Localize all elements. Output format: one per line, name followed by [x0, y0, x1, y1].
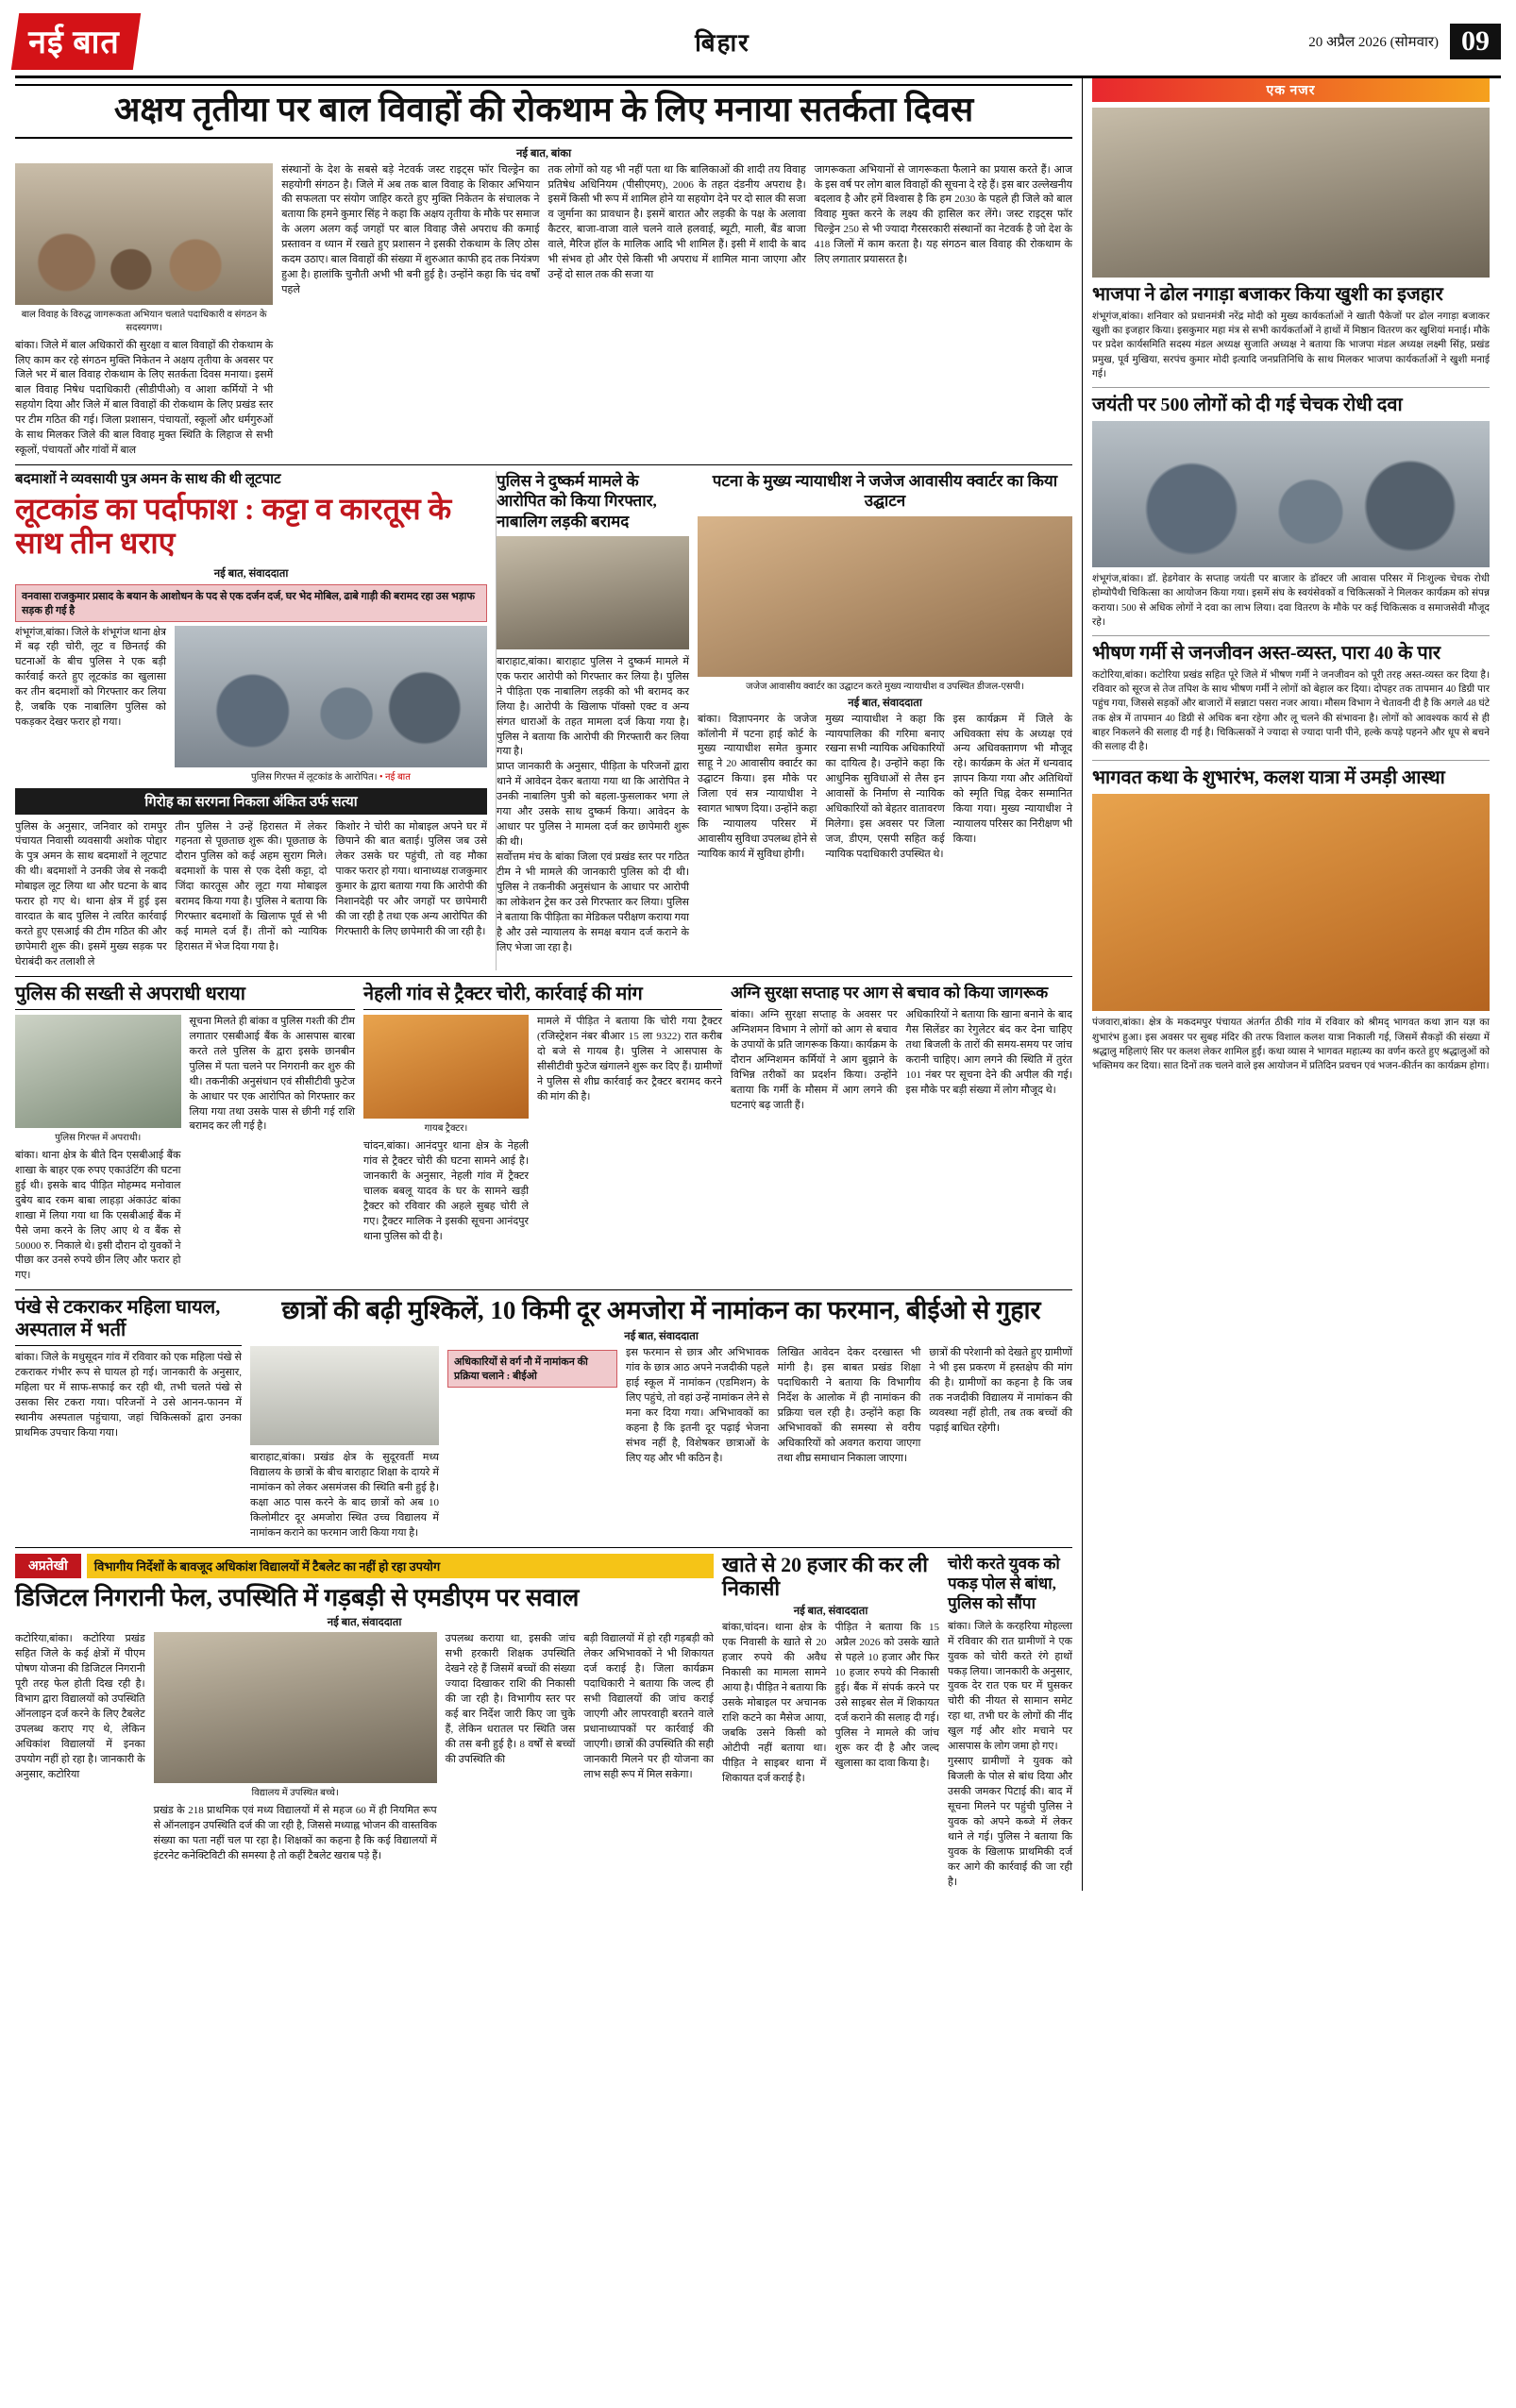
withdrawal-col-1: बांका,चांदन। थाना क्षेत्र के एक निवासी के खाते से 20 हजार रुपये की अवैध निकासी का मामला सामने आया है। पीड़ित ने बताया कि उसके मोबाइल पर अचानक राशि कटने का मैसेज आया, जबकि उसने किसी को ओटीपी नहीं बताया था। पीड़ित ने साइबर थाना में शिकायत दर्ज कराई है।	[722, 1622, 827, 1784]
judge-photo	[698, 516, 1072, 677]
rape-case-photo	[497, 536, 689, 649]
loot-byline: नई बात, संवाददाता	[213, 567, 289, 580]
lead-col-1: बांका। जिले में बाल अधिकारों की सुरक्षा व बाल विवाहों की रोकथाम के लिए काम कर रहे संगठन मुक्ति निकेतन ने अक्षय तृतीया के अवसर पर जिले भर में बाल विवाह रोकथाम के लिए सतर्कता दिवस मनाया। इसमें बाल विवाह निषेध पदाधिकारी (सीडीपीओ) व आशा कर्मियों ने भी सहयोग दिया और जिले में बाल विवाहों की रोकथाम के लिए प्रखंड स्तर पर टीम गठित की गई। जिला प्रशासन, पंचायतों, स्कूलों और धर्मगुरुओं के साथ मिलकर जिले की बाल विवाह मुक्त स्थिति के लिहाज से सभी स्कूलों, पंचायतों और गांवों में बाल	[15, 339, 274, 457]
newspaper-logo	[11, 13, 141, 70]
lead-col-3: तक लोगों को यह भी नहीं पता था कि बालिकाओं की शादी तय विवाह प्रतिषेध अधिनियम (पीसीएमए), 2006 के तहत दंडनीय अपराध है। इसमें किसी भी रूप में शामिल होने या सहयोग देने पर दो साल की सजा व जुर्माना का प्रावधान है। इसमें बारात और लड़की के पक्ष के अलावा कैटरर, बाजा-वाजा वाले चलने वाले हलवाई, ब्यूटी, माली, बैंड बाजा वाले, मैरिज हॉल के मालिक आदि भी शामिल हैं। इसी में शादी के बाद भी संभव हो और ऐसे किसी भी अपराध में शामिल माना जाएगा और उन्हें दो साल तक की सजा या	[547, 163, 806, 281]
rail-photo-2	[1092, 421, 1490, 567]
school-band: अधिकारियों से वर्ग नौ में नामांकन की प्रक्रिया चलाने : बीईओ	[447, 1350, 617, 1388]
judge-photo-caption: जजेज आवासीय क्वार्टर का उद्घाटन करते मुख्य न्यायाधीश व उपस्थित डीजल-एसपी।	[746, 681, 1024, 692]
loot-headline: लूटकांड का पर्दाफाश : कट्टा व कारतूस के साथ तीन धराए	[15, 491, 452, 560]
police-photo-caption: पुलिस गिरफ्त में अपराधी।	[55, 1132, 142, 1143]
tractor-col-2: मामले में पीड़ित ने बताया कि चोरी गया ट्रैक्टर (रजिस्ट्रेशन नंबर बीआर 15 ला 9322) रात करीब दो बजे से गायब है। पुलिस ने आसपास के सीसीटीवी फुटेज खंगालने शुरू कर दिए हैं। ग्रामीणों ने पुलिस से शीघ्र कार्रवाई कर ट्रैक्टर बरामद करने की मांग की है।	[537, 1015, 722, 1103]
judge-byline: नई बात, संवाददाता	[848, 697, 922, 709]
police-photo	[15, 1015, 181, 1128]
judge-col-1: बांका। विज्ञापनगर के जजेज कॉलोनी में पटना हाई कोर्ट के मुख्य न्यायाधीश समेत कुमार साहू ने 20 आवासीय क्वार्टर का उद्घाटन किया। इस मौके पर जिला एवं सत्र न्यायाधीश ने स्वागत भाषण दिया। उन्होंने कहा कि न्यायालय परिसर में आवासीय सुविधा उपलब्ध होने से न्यायिक कार्य में सुविधा होगी।	[698, 713, 817, 861]
judge-headline: पटना के मुख्य न्यायाधीश ने जजेज आवासीय क्वार्टर का किया उद्घाटन	[712, 472, 1058, 511]
fan-injury-text: बांका। जिले के मधुसूदन गांव में रविवार को एक महिला पंखे से टकराकर गंभीर रूप से घायल हो गई। जानकारी के अनुसार, महिला घर में साफ-सफाई कर रही थी, तभी चलते पंखे से उसका सिर टकरा गया। परिजनों ने उसे आनन-फानन में स्थानीय अस्पताल पहुंचाया, जहां चिकित्सकों द्वारा उनका प्राथमिक उपचार किया गया।	[15, 1352, 242, 1439]
school-col-3: लिखित आवेदन देकर दरखास्त भी मांगी है। इस बाबत प्रखंड शिक्षा पदाधिकारी ने बताया कि विभागीय निर्देश के आलोक में ही नामांकन की प्रक्रिया चल रही है। उन्होंने कहा कि अभिभावकों की समस्या से वरीय अधिकारियों को अवगत कराया जाएगा तथा शीघ्र समाधान निकाला जाएगा।	[777, 1347, 921, 1464]
advisory-tag: अप्रतेखी	[15, 1554, 81, 1578]
loot-col-4: किशोर ने चोरी का मोबाइल अपने घर में छिपाने की बात बताई। पुलिस जब उसे लेकर उसके घर पहुंची, तो वह मौका पाकर फरार हो गया। थानाध्यक्ष राजकुमार कुमार के द्वारा बताया गया कि आरोपी की निशानदेही पर और जगहों पर छापेमारी की जा रही है तथा एक अन्य आरोपित की गिरफ्तारी के लिए छापेमारी की जा रही है।	[335, 820, 488, 938]
loot-col-2: पुलिस के अनुसार, जनिवार को रामपुर पंचायत निवासी व्यवसायी अशोक पोद्दार के पुत्र अमन के साथ बदमाशों ने लूटपाट की थी। बदमाशों ने उनकी जेब से नकदी मोबाइल लूट लिया था और घटना के बाद फरार हो गए थे। थाना क्षेत्र में हुई इस वारदात के बाद पुलिस ने त्वरित कार्रवाई करते हुए एसआई की टीम गठित की और छापेमारी शुरू की। इसमें मुख्य सड़क पर घेराबंदी कर तलाशी ले	[15, 820, 167, 968]
lead-col-4: जागरूकता अभियानों से जागरूकता फैलाने का प्रयास करते हैं। आज के इस वर्ष पर लोग बाल विवाहों की सूचना दे रहे हैं। इस बार उल्लेखनीय बदलाव है और हमें विश्वास है कि हम 2030 के पहले ही जिले को बाल विवाह मुक्त करने के लक्ष्य की हासिल कर लेंगे। जस्ट राइट्स फॉर चिल्ड्रेन 250 से भी ज्यादा गैरसरकारी संस्थानों का नेटवर्क है जो देश के 418 जिलों में काम करता है। यह संगठन बाल विवाह की रोकथाम के लिए लगातार प्रयासरत है।	[814, 163, 1072, 266]
police-col-1: बांका। थाना क्षेत्र के बीते दिन एसबीआई बैंक शाखा के बाहर एक रुपए एकाउंटिंग की घटना हुई थी। इसके बाद पीड़ित मोहम्मद मनोवाल दुबेय बाद रकम बाबा लाहड़ा अंकाउंट बांका शाखा में लिया गया था कि एसबीआई बैंक में पैसे जमा करने के लिए आए थे व बैंक से 50000 रु. निकाले थे। इसी दौरान दो युवकों ने पीछा कर उनसे रुपये छीन लिए और फरार हो गए।	[15, 1149, 181, 1282]
theft-col-2: गुस्साए ग्रामीणों ने युवक को बिजली के पोल से बांध दिया और उसकी जमकर पिटाई की। बाद में सूचना मिलने पर पहुंची पुलिस ने युवक को अपने कब्जे में लेकर थाने ले गई। पुलिस ने बताया कि युवक के खिलाफ प्राथमिकी दर्ज कर आगे की कार्रवाई की जा रही है।	[948, 1756, 1072, 1888]
rape-case-col-3: सर्वोत्तम मंच के बांका जिला एवं प्रखंड स्तर पर गठित टीम ने भी मामले की जानकारी पुलिस को दी थी। पुलिस ने तकनीकी अनुसंधान के आधार पर आरोपी का लोकेशन ट्रेस कर उसे गिरफ्तार कर लिया। पुलिस ने बताया कि पीड़िता का मेडिकल परीक्षण कराया गया है और उसे न्यायालय के समक्ष बयान दर्ज कराने के लिए भेजा जा रहा है।	[497, 851, 689, 953]
fan-injury-headline: पंखे से टकराकर महिला घायल, अस्पताल में भर्ती	[15, 1296, 242, 1346]
loot-photo-caption	[175, 767, 487, 783]
digital-col-1: कटोरिया,बांका। कटोरिया प्रखंड सहित जिले के कई क्षेत्रों में पीएम पोषण योजना की डिजिटल निगरानी पूरी तरह फेल होती दिख रही है। विभाग द्वारा विद्यालयों को उपस्थिति ऑनलाइन दर्ज करने के लिए टैबलेट उपलब्ध कराए गए थे, लेकिन अधिकांश विद्यालयों में इनका उपयोग नहीं हो रहा है। जानकारी के अनुसार, कटोरिया	[15, 1633, 145, 1780]
digital-col-4: बड़ी विद्यालयों में हो रही गड़बड़ी को लेकर अभिभावकों ने भी शिकायत दर्ज कराई है। जिला कार्यक्रम पदाधिकारी ने बताया कि जल्द ही सभी विद्यालयों की जांच कराई जाएगी और लापरवाही बरतने वाले प्रधानाध्यापकों पर कार्रवाई की जाएगी। छात्रों की उपस्थिति की सही जानकारी मिलने पर ही योजना का लाभ सही रूप में मिल सकेगा।	[583, 1633, 715, 1780]
tractor-headline: नेहली गांव से ट्रैक्टर चोरी, कार्रवाई की मांग	[363, 983, 722, 1010]
loot-photo	[175, 626, 487, 767]
lead-photo	[15, 163, 273, 305]
lead-headline: अक्षय तृतीया पर बाल विवाहों की रोकथाम के लिए मनाया सतर्कता दिवस	[15, 84, 1072, 139]
fire-headline: अग्नि सुरक्षा सप्ताह पर आग से बचाव को किया जागरूक	[731, 983, 1049, 1002]
rail-headline-2: जयंती पर 500 लोगों को दी गई चेचक रोधी दवा	[1092, 395, 1403, 416]
loot-caption-text: पुलिस गिरफ्त में लूटकांड के आरोपित।	[251, 771, 378, 783]
digital-photo-caption: विद्यालय में उपस्थित बच्चे।	[251, 1788, 339, 1799]
rape-case-col-2: प्राप्त जानकारी के अनुसार, पीड़िता के परिजनों द्वारा थाने में आवेदन देकर बताया गया था कि आरोपित ने उनकी नाबालिग पुत्री को बहला-फुसलाकर भगा ले गया और उसके साथ दुष्कर्म किया। आवेदन के आधार पर पुलिस ने मामला दर्ज कर छापेमारी शुरू की थी।	[497, 761, 689, 849]
police-col-2: सूचना मिलते ही बांका व पुलिस गश्ती की टीम लगातार एसबीआई बैंक के आसपास बारबा करते तले पुलिस के द्वारा इसके छानबीन पुलिस में पता चलने पर निगरानी कर शुरु की थी। तकनीकी अनुसंधान एवं सीसीटीवी फुटेज के आधार पर एक आरोपित को गिरफ्तार कर लिया गया तथा उसके पास से छीनी गई राशि बरामद कर ली गई है।	[189, 1015, 355, 1133]
rail-text-3: कटोरिया,बांका। कटोरिया प्रखंड सहित पूरे जिले में भीषण गर्मी ने जनजीवन को पूरी तरह अस्त-व्यस्त कर दिया है। रविवार को सूरज से तेज तपिश के साथ भीषण गर्मी ने लोगों को बेहाल कर दिया। दोपहर तक तापमान 40 डिग्री पार पहुंच गया, जिससे सड़कों और बाजारों में सन्नाटा पसरा नजर आया। मौसम विभाग ने चेतावनी दी है कि अगले 48 घंटे तक क्षेत्र में तापमान 40 डिग्री से अधिक बना रहेगा और लू चलने की संभावना है। लोगों को आवश्यक कार्य से ही बाहर निकलने की सलाह दी गई है। चिकित्सकों ने ज्यादा से ज्यादा पानी पीने, हल्के कपड़े पहनने और धूप से बचने की सलाह दी है।	[1092, 669, 1490, 753]
fire-col-1: बांका। अग्नि सुरक्षा सप्ताह के अवसर पर अग्निशमन विभाग ने लोगों को आग से बचाव के उपायों के प्रति जागरूक किया। कार्यक्रम के दौरान अग्निशमन कर्मियों ने आग बुझाने के विभिन्न तरीकों का प्रदर्शन किया। उन्होंने बताया कि गर्मी के मौसम में आग लगने की घटनाएं बढ़ जाती हैं।	[731, 1009, 898, 1111]
withdrawal-col-2: पीड़ित ने बताया कि 15 अप्रैल 2026 को उसके खाते से पहले 10 हजार और फिर 10 हजार रुपये की निकासी हुई। बैंक में संपर्क करने पर उसे साइबर सेल में शिकायत दर्ज कराने की सलाह दी गई। पुलिस ने मामले की जांच शुरू कर दी है और जल्द खुलासा का दावा किया है।	[834, 1622, 939, 1769]
lead-byline: नई बात, बांका	[515, 147, 572, 160]
theft-headline: चोरी करते युवक को पकड़ पोल से बांधा, पुलिस को सौंपा	[948, 1554, 1060, 1613]
digital-byline: नई बात, संवाददाता	[327, 1617, 402, 1629]
loot-col-3: तीन पुलिस ने उन्हें हिरासत में लेकर गहनता से पूछताछ शुरू की। पूछताछ के दौरान पुलिस को कई अहम सुराग मिले। बदमाशों के पास से एक देसी कट्टा, दो जिंदा कारतूस और लूटा गया मोबाइल बरामद किया गया है। पुलिस ने बताया कि गिरफ्तार बदमाशों के खिलाफ पूर्व से भी कई मामले दर्ज हैं। तीनों को न्यायिक हिरासत में भेज दिया गया है।	[175, 820, 328, 952]
ek-nazar-bar: एक नजर	[1092, 78, 1490, 102]
tractor-col-1: चांदन,बांका। आनंदपुर थाना क्षेत्र के नेहली गांव से ट्रैक्टर चोरी की घटना सामने आई है। जानकारी के अनुसार, नेहली गांव में ट्रैक्टर चालक बबलू यादव के घर के सामने खड़ी ट्रैक्टर को रविवार की अहले सुबह चोरी ले गए। ट्रैक्टर मालिक ने इसकी सूचना आनंदपुर थाना पुलिस को दी है।	[363, 1139, 529, 1242]
ek-nazar-rail	[1082, 78, 1490, 1891]
school-byline: नई बात, संवाददाता	[624, 1331, 699, 1343]
rail-photo-3	[1092, 794, 1490, 1011]
police-headline: पुलिस की सख्ती से अपराधी धराया	[15, 983, 355, 1010]
tractor-photo	[363, 1015, 529, 1119]
loot-kicker: बदमाशों ने व्यवसायी पुत्र अमन के साथ की थी लूटपाट	[15, 472, 281, 488]
school-col-2: इस फरमान से छात्र और अभिभावक गांव के छात्र आठ अपने नजदीकी पहले हाई स्कूल में नामांकन (एडमिशन) के लिए पहुंचे, तो वहां उन्हें नामांकन लेने से मना कर दिया गया। अभिभावकों का कहना है कि इतनी दूर पढ़ाई भेजना संभव नहीं है, विशेषकर छात्राओं के लिए यह और भी कठिन है।	[626, 1347, 769, 1464]
digital-col-3: उपलब्ध कराया था, इसकी जांच सभी हरकारी शिक्षक उपस्थिति देखने रहे हैं जिसमें बच्चों की संख्या ज्यादा दिखाकर राशि की निकासी की जा रही है। विभागीय स्तर पर कई बार निर्देश जारी किए जा चुके हैं, लेकिन धरातल पर स्थिति जस की तस बनी हुई है। 8 वर्षों से बच्चों की उपस्थिति की	[445, 1633, 576, 1765]
lead-photo-caption: बाल विवाह के विरुद्ध जागरूकता अभियान चलाते पदाधिकारी व संगठन के सदस्यगण।	[21, 309, 267, 333]
rail-text-4: पंजवारा,बांका। क्षेत्र के मकदमपुर पंचायत अंतर्गत ठीकी गांव में रविवार को श्रीमद् भागवत कथा ज्ञान यज्ञ का शुभारंभ हुआ। इस अवसर पर सुबह मंदिर की तरफ विशाल कलश यात्रा निकाली गई, जिसमें सैकड़ों की संख्या में श्रद्धालु महिलाएं सिर पर कलश लेकर शामिल हुईं। कथा व्यास ने भागवत महात्म्य का वर्णन करते हुए श्रद्धालुओं को भक्तिमय कर दिया। सात दिनों तक चलने वाले इस आयोजन में प्रतिदिन प्रवचन एवं भजन-कीर्तन का कार्यक्रम होगा।	[1092, 1018, 1490, 1071]
rail-text-1: शंभूगंज,बांका। शनिवार को प्रधानमंत्री नरेंद्र मोदी को मुख्य कार्यकर्ताओं ने खाती पैकेजों पर ढोल नगाड़ा बजाकर खुशी का इजहार किया। इसकुमार महा मंत्र से सभी कार्यकर्ताओं ने हाथों में मिष्ठान वितरण कर खुशियां मनाई। मौके पर प्रदेश कार्यसमिति सदस्य मंडल अध्यक्ष सुजाति अध्यक्ष ने बताया कि भाजपा मंडल अध्यक्ष लक्ष्मी सिंह, प्रखंड प्रमुख, पूर्व मुखिया, सरपंच कुमार मोदी इत्यादि जनप्रतिनिधि के साथ मिलकर भाजपा कार्यकर्ताओं ने खुशी मनाई गई।	[1092, 312, 1490, 379]
loot-highlight: वनवासा राजकुमार प्रसाद के बयान के आशोधन के पद से एक दर्जन दर्ज, घर भेद मोबिल, ढाबे गाड़ी की बरामद रहा उस भड़ाफ सड़क ही गई है	[15, 584, 487, 622]
digital-kicker: विभागीय निर्देशों के बावजूद अधिकांश विद्यालयों में टैबलेट का नहीं हो रहा उपयोग	[87, 1554, 714, 1578]
page-number: 09	[1450, 24, 1501, 59]
withdrawal-headline: खाते से 20 हजार की कर ली निकासी	[722, 1552, 928, 1600]
rail-photo-1	[1092, 108, 1490, 278]
school-col-4: छात्रों की परेशानी को देखते हुए ग्रामीणों ने भी इस प्रकरण में हस्तक्षेप की मांग की है। ग्रामीणों का कहना है कि जब तक नजदीकी विद्यालय में नामांकन की व्यवस्था नहीं होती, तब तक बच्चों की पढ़ाई बाधित रहेगी।	[929, 1347, 1073, 1435]
logo-text: नई बात	[28, 25, 120, 60]
rape-case-col-1: बाराहाट,बांका। बाराहाट पुलिस ने दुष्कर्म मामले में एक फरार आरोपी को गिरफ्तार कर लिया है। पुलिस ने पीड़िता एक नाबालिग लड़की को भी बरामद कर लिया है। आरोपी के खिलाफ पॉक्सो एक्ट व अन्य संगत धाराओं के तहत मामला दर्ज किया गया है। पुलिस ने बताया कि आरोपी की गिरफ्तारी कर लिया गया है।	[497, 655, 689, 758]
rail-text-2: शंभूगंज,बांका। डॉ. हेडगेवार के सप्ताह जयंती पर बाजार के डॉक्टर जी आवास परिसर में निःशुल्क चेचक रोधी होम्योपैथी चिकित्सा का आयोजन किया गया। इसमें संघ के स्वयंसेवकों व चिकित्सकों ने मिलकर कार्यक्रम को संपन्न कराया। 500 से अधिक लोगों ने दवा का लाभ लिया। दवा वितरण के मौके पर कई चिकित्सक व समाजसेवी मौजूद रहे।	[1092, 574, 1490, 628]
judge-col-3: इस कार्यक्रम में जिले के अधिवक्ता संघ के अध्यक्ष एवं अन्य अधिवक्तागण भी मौजूद रहे। कार्यक्रम के अंत में धन्यवाद ज्ञापन किया गया और अतिथियों को स्मृति चिह्न देकर सम्मानित किया गया। मुख्य न्यायाधीश ने न्यायालय परिसर का निरीक्षण भी किया।	[952, 713, 1072, 846]
publication-date: 20 अप्रैल 2026 (सोमवार)	[1308, 35, 1439, 50]
loot-col-1: शंभूगंज,बांका। जिले के शंभूगंज थाना क्षेत्र में बढ़ रही चोरी, लूट व छिनतई की घटनाओं के बीच पुलिस ने एक बड़ी कार्रवाई करते हुए लूटकांड का खुलासा कर तीन बदमाशों को गिरफ्तार कर लिया है, जबकि एक नाबालिग पुलिस को पकड़कर देखर फरार हो गया।	[15, 626, 166, 729]
rail-headline-4: भागवत कथा के शुभारंभ, कलश यात्रा में उमड़ी आस्था	[1092, 767, 1445, 789]
digital-photo	[154, 1632, 437, 1783]
masthead	[15, 13, 1501, 78]
judge-col-2: मुख्य न्यायाधीश ने कहा कि न्यायपालिका की गरिमा बनाए रखना सभी न्यायिक अधिकारियों का दायित्व है। उन्होंने कहा कि आधुनिक सुविधाओं से लैस इन आवासों के निर्माण से न्यायिक अधिकारियों को बेहतर वातावरण मिलेगा। इस अवसर पर जिला जज, डीएम, एसपी सहित कई न्यायिक पदाधिकारी उपस्थित थे।	[825, 713, 945, 861]
tractor-photo-caption: गायब ट्रैक्टर।	[424, 1122, 468, 1134]
edition-name: बिहार	[695, 29, 750, 57]
rape-case-headline: पुलिस ने दुष्कर्म मामले के आरोपित को किया गिरफ्तार, नाबालिग लड़की बरामद	[497, 472, 657, 530]
loot-caption-credit: • नई बात	[379, 771, 411, 783]
withdrawal-byline: नई बात, संवाददाता	[793, 1606, 868, 1618]
rail-headline-3: भीषण गर्मी से जनजीवन अस्त-व्यस्त, पारा 40 के पार	[1092, 642, 1441, 664]
lead-story-columns	[15, 163, 1072, 460]
digital-headline: डिजिटल निगरानी फेल, उपस्थिति में गड़बड़ी से एमडीएम पर सवाल	[15, 1583, 580, 1611]
digital-col-2: प्रखंड के 218 प्राथमिक एवं मध्य विद्यालयों में से महज 60 में ही नियमित रूप से ऑनलाइन उपस्थिति दर्ज की जा रही है, जिससे मध्याह्न भोजन की वास्तविक संख्या का पता नहीं चल पा रहा है। शिक्षकों का कहना है कि कई विद्यालयों में इंटरनेट कनेक्टिविटी की समस्या है तो कहीं टैबलेट खराब पड़े हैं।	[153, 1805, 437, 1861]
lead-col-2: संस्थानों के देश के सबसे बड़े नेटवर्क जस्ट राइट्स फॉर चिल्ड्रेन का सहयोगी संगठन है। जिले में अब तक बाल विवाह के शिकार अभियान की सफलता पर संयोग जाहिर करते हुए मुक्ति निकेतन के संचालक ने बताया कि हमने कुमार सिंह ने कहा कि अक्षय तृतीया के मौके पर समाज के अलग अलग कई जगहों पर बाल विवाह जैसे अपराध की कमाई प्रस्तावन व ध्यान में रखते हुए प्रशासन ने इसकी रोकथाम के लिए ठोस कदम उठाए। बाल विवाहों की संख्या में शुरुआत काफी हद तक नियंत्रण हुआ है। हालांकि चुनौती अभी भी बनी हुई है। उन्होंने कहा कि चंद वर्षों पहले	[281, 163, 540, 296]
fire-col-2: अधिकारियों ने बताया कि खाना बनाने के बाद गैस सिलेंडर का रेगुलेटर बंद कर देना चाहिए तथा बिजली के तारों की समय-समय पर जांच करानी चाहिए। आग लगने की स्थिति में तुरंत 101 नंबर पर सूचना देने की अपील की गई। इस मौके पर बड़ी संख्या में लोग मौजूद थे।	[905, 1009, 1072, 1096]
theft-col-1: बांका। जिले के करहरिया मोहल्ला में रविवार की रात ग्रामीणों ने एक युवक को चोरी करते रंगे हाथों पकड़ लिया। जानकारी के अनुसार, युवक देर रात एक घर में घुसकर चोरी की नीयत से सामान समेट रहा था, तभी घर के लोगों की नींद खुल गई और शोर मचाने पर आसपास के लोग जमा हो गए।	[948, 1620, 1072, 1753]
school-photo	[250, 1346, 439, 1445]
rail-headline-1: भाजपा ने ढोल नगाड़ा बजाकर किया खुशी का इजहार	[1092, 284, 1443, 305]
school-headline: छात्रों की बढ़ी मुश्किलें, 10 किमी दूर अमजोरा में नामांकन का फरमान, बीईओ से गुहार	[281, 1296, 1041, 1325]
loot-subhead: गिरोह का सरगना निकला अंकित उर्फ सत्या	[15, 788, 487, 815]
school-col-1: बाराहाट,बांका। प्रखंड क्षेत्र के सुदूरवर्ती मध्य विद्यालय के छात्रों के बीच बाराहाट शिक्षा के दायरे में नामांकन को लेकर असमंजस की स्थिति बनी हुई है। कक्षा आठ पास करने के बाद छात्रों को अब 10 किलोमीटर दूर अमजोरा स्थित उच्च विद्यालय में नामांकन कराने का फरमान जारी किया गया है।	[250, 1452, 439, 1540]
